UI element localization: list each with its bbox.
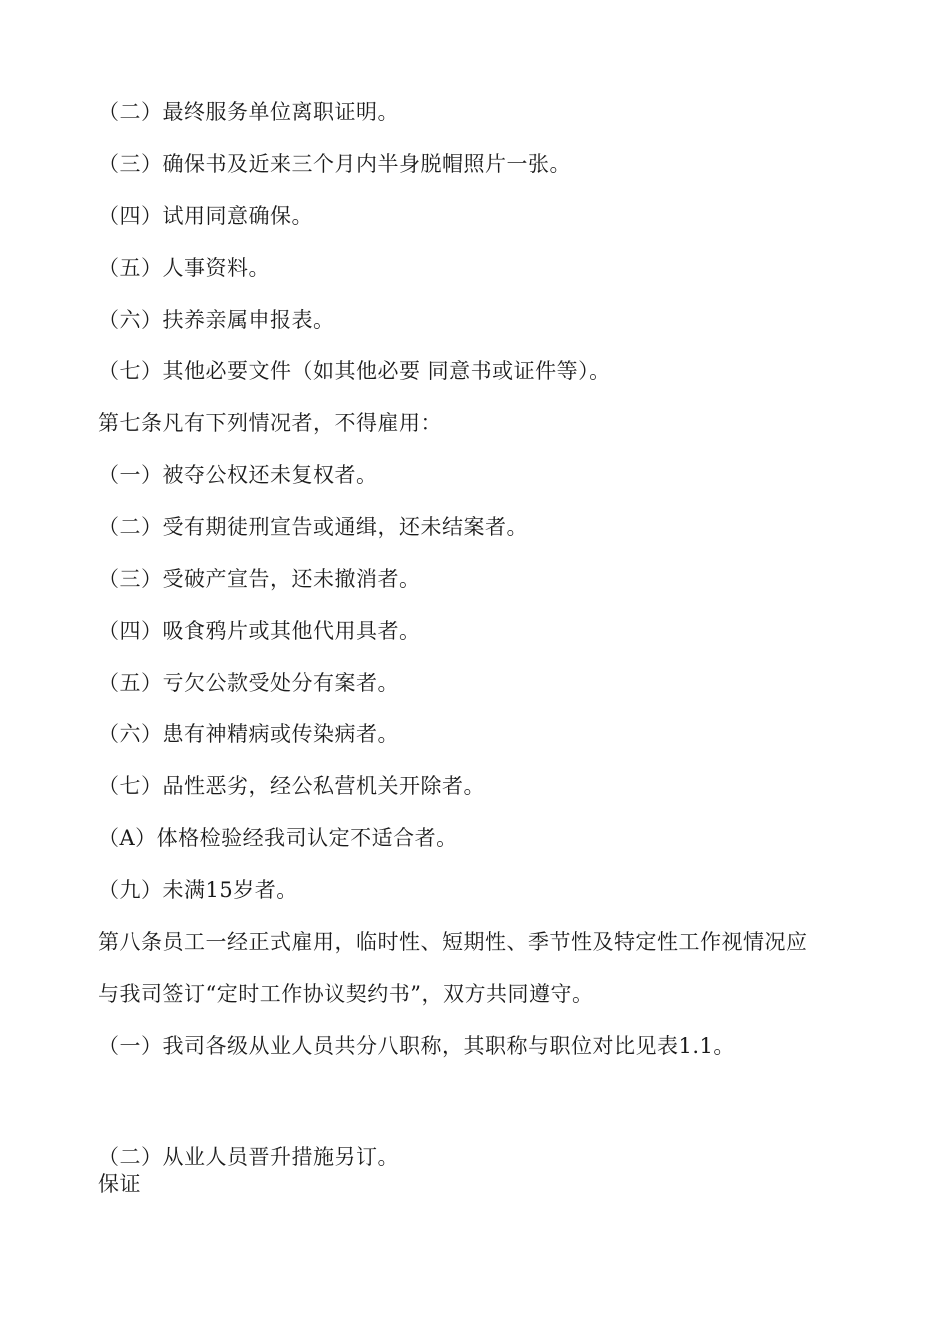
- text-line: （九）未满15岁者。: [98, 878, 298, 902]
- text-line: （一）被夺公权还未复权者。: [98, 463, 378, 487]
- text-line: （三）受破产宣告，还未撤消者。: [98, 567, 421, 591]
- text-line: （一）我司各级从业人员共分八职称，其职称与职位对比见表1.1。: [98, 1034, 735, 1058]
- article-heading: 第八条员工一经正式雇用，临时性、短期性、季节性及特定性工作视情况应: [98, 930, 808, 954]
- text-line: （二）最终服务单位离职证明。: [98, 100, 399, 124]
- text-line: （七）品性恶劣，经公私营机关开除者。: [98, 774, 485, 798]
- text-line: （四）试用同意确保。: [98, 204, 313, 228]
- text-line: （七）其他必要文件（如其他必要 同意书或证件等）。: [98, 359, 611, 383]
- text-line: 保证: [98, 1172, 141, 1196]
- article-heading: 第七条凡有下列情况者，不得雇用：: [98, 411, 442, 435]
- text-line: （五）亏欠公款受处分有案者。: [98, 671, 399, 695]
- text-line: （六）患有神精病或传染病者。: [98, 722, 399, 746]
- text-line: 与我司签订“定时工作协议契约书”，双方共同遵守。: [98, 982, 594, 1006]
- text-line: （五）人事资料。: [98, 256, 270, 280]
- text-line: （A）体格检验经我司认定不适合者。: [98, 826, 458, 850]
- text-line: （二）受有期徒刑宣告或通缉，还未结案者。: [98, 515, 528, 539]
- text-line: （六）扶养亲属申报表。: [98, 308, 335, 332]
- text-line: （三）确保书及近来三个月内半身脱帽照片一张。: [98, 152, 571, 176]
- text-line: （四）吸食鸦片或其他代用具者。: [98, 619, 421, 643]
- text-line: （二）从业人员晋升措施另订。: [98, 1145, 399, 1169]
